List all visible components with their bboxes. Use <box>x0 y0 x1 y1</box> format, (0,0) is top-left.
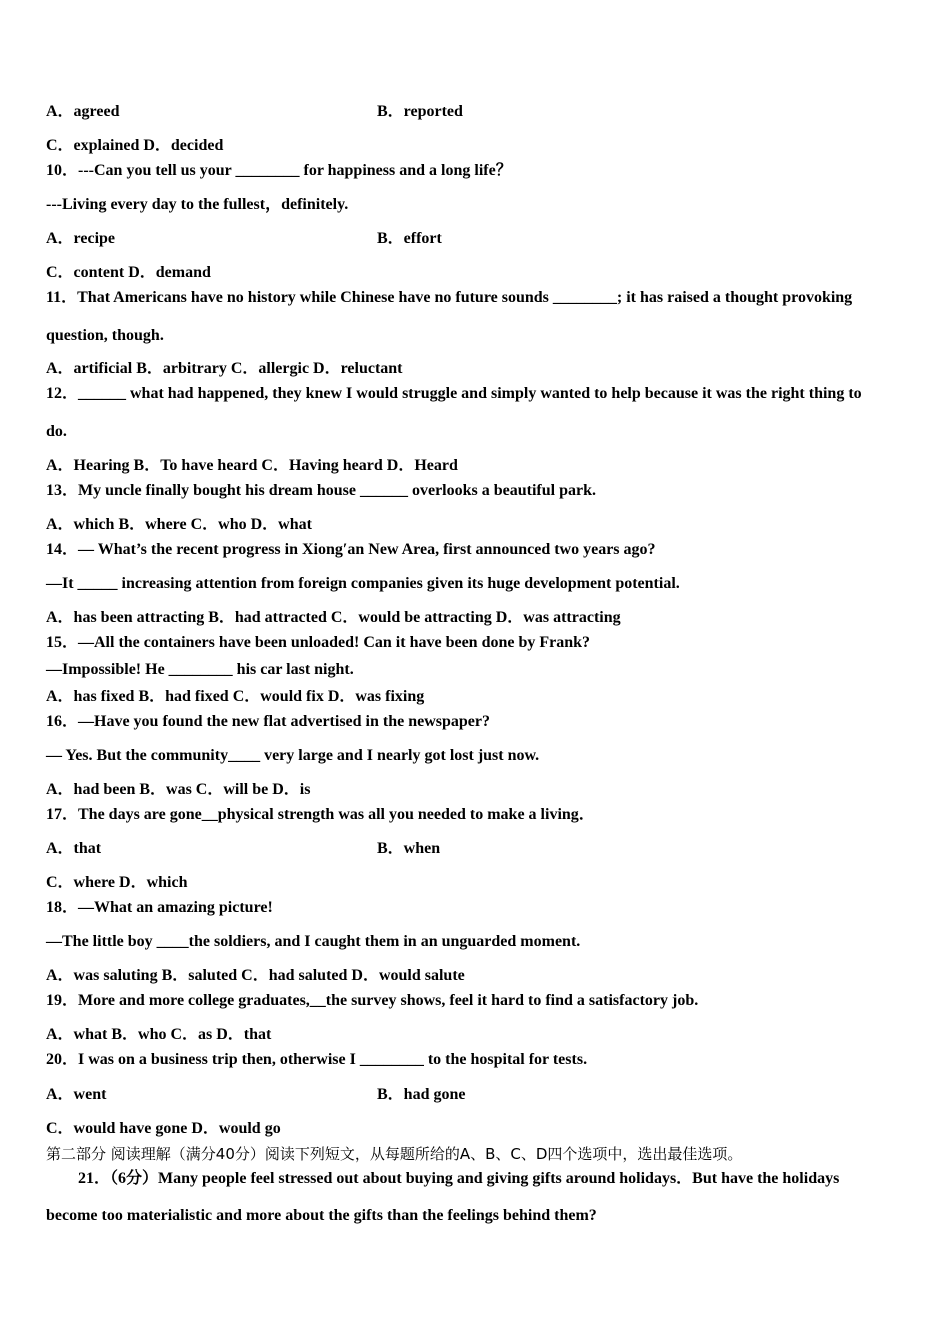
q14-options: A．has been attracting B．had attracted C．would be attracting D．was attracting <box>46 609 621 626</box>
q12-stem-line1: 12．______ what had happened, they knew I would struggle and simply wanted to help because it was the right thing to <box>46 385 862 402</box>
q17-option-a: A．that <box>46 840 102 857</box>
q13-options: A．which B．where C．who D．what <box>46 516 312 533</box>
q19-stem: 19．More and more college graduates,__the survey shows, feel it hard to find a satisfactory job. <box>46 992 699 1009</box>
q16-options: A．had been B．was C．will be D．is <box>46 781 311 798</box>
q21-stem-line2: become too materialistic and more about the gifts than the feelings behind them? <box>46 1207 597 1224</box>
q12-stem-line2: do. <box>46 423 67 440</box>
q20-options-cd: C．would have gone D．would go <box>46 1120 281 1137</box>
q18-options: A．was saluting B．saluted C．had saluted D．would salute <box>46 967 465 984</box>
q9-option-a: A．agreed <box>46 103 120 120</box>
q16-stem: 16．—Have you found the new flat advertised in the newspaper? <box>46 713 491 730</box>
q18-reply: —The little boy ____the soldiers, and I caught them in an unguarded moment. <box>46 933 581 950</box>
q14-stem: 14．— What’s the recent progress in Xiong′an New Area, first announced two years ago? <box>46 541 656 558</box>
q11-options: A．artificial B．arbitrary C．allergic D．reluctant <box>46 360 403 377</box>
q9-options-cd: C．explained D．decided <box>46 137 224 154</box>
q10-reply: ---Living every day to the fullest，definitely. <box>46 196 349 213</box>
q18-stem: 18．—What an amazing picture! <box>46 899 273 916</box>
q11-stem-line2: question, though. <box>46 327 164 344</box>
q10-option-b: B．effort <box>377 230 442 247</box>
q15-reply: —Impossible! He ________ his car last night. <box>46 661 354 678</box>
q21-stem-line1: 21．（6分）Many people feel stressed out about buying and giving gifts around holidays．But have the holidays <box>78 1170 840 1187</box>
part2-heading: 第二部分 阅读理解（满分40分）阅读下列短文，从每题所给的A、B、C、D四个选项中，选出最佳选项。 <box>46 1145 743 1163</box>
q11-stem-line1: 11．That Americans have no history while Chinese have no future sounds ________; it has raised a thought provoking <box>46 289 853 306</box>
q12-options: A．Hearing B．To have heard C．Having heard D．Heard <box>46 457 458 474</box>
q10-stem: 10．---Can you tell us your ________ for happiness and a long life？ <box>46 162 512 179</box>
q20-option-a: A．went <box>46 1086 107 1103</box>
q9-option-b: B．reported <box>377 103 463 120</box>
q16-reply: — Yes. But the community____ very large and I nearly got lost just now. <box>46 747 540 764</box>
q19-options: A．what B．who C．as D．that <box>46 1026 272 1043</box>
q10-option-a: A．recipe <box>46 230 116 247</box>
q17-stem: 17．The days are gone__physical strength was all you needed to make a living． <box>46 806 595 823</box>
q17-option-b: B．when <box>377 840 441 857</box>
q10-options-cd: C．content D．demand <box>46 264 211 281</box>
q14-reply: —It _____ increasing attention from foreign companies given its huge development potential. <box>46 575 680 592</box>
q15-options: A．has fixed B．had fixed C．would fix D．was fixing <box>46 688 425 705</box>
q20-option-b: B．had gone <box>377 1086 466 1103</box>
q20-stem: 20．I was on a business trip then, otherwise I ________ to the hospital for tests. <box>46 1051 588 1068</box>
q13-stem: 13．My uncle finally bought his dream house ______ overlooks a beautiful park. <box>46 482 596 499</box>
q17-options-cd: C．where D．which <box>46 874 188 891</box>
q15-stem: 15．—All the containers have been unloaded! Can it have been done by Frank? <box>46 634 591 651</box>
